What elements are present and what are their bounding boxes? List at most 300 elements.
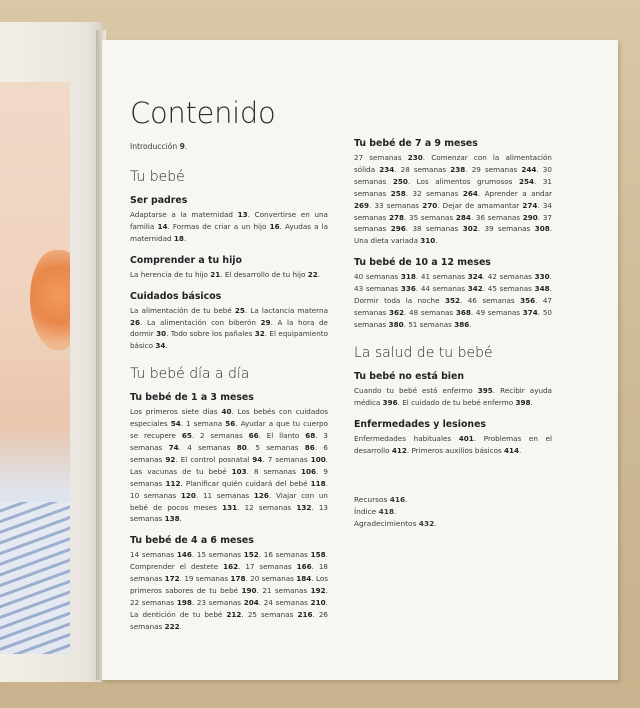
toc-entry: 15 semanas 152. [196,550,262,560]
toc-entry: 47 semanas 362. [354,296,552,317]
toc-entry-list [354,385,552,409]
toc-entry-page: 348 [534,284,550,294]
toc-entry-page: 166 [296,562,312,572]
toc-entry: Problemas en el desarrollo 412. [354,433,552,455]
toc-entry-page: 198 [176,597,192,607]
toc-entry-list [130,406,328,525]
toc-tail-entry: Índice 418. [354,507,397,517]
toc-entry: La alimentación de tu bebé 25. [130,305,248,315]
toc-entry-text: Índice [354,507,377,517]
toc-entry-list [354,152,552,247]
toc-entry-text: Formas de criar a un hijo [172,221,267,231]
toc-entry-page: 418 [378,507,395,517]
toc-entry: 13 semanas 138. [130,502,329,524]
toc-entry-text: 3 semanas [130,431,328,452]
toc-entry-text: 24 semanas [263,597,308,607]
toc-entry: La herencia de tu hijo 21. [130,269,223,279]
toc-entry-page: 9 [179,142,185,151]
toc-entry: 2 semanas 66. [200,431,261,441]
toc-entry-page: 26 [130,317,141,327]
toc-entry-page: 80 [236,442,247,452]
toc-entry: 1 semana 56. [186,419,238,429]
toc-entry: 37 semanas 296. [354,212,552,234]
toc-entry: 34 semanas 278. [354,200,552,222]
striped-clothing-image [0,502,70,654]
toc-subsection-title: Comprender a tu hijo [130,254,242,266]
toc-entry-page: 310 [420,236,436,246]
toc-entry-page: 22 [307,269,318,279]
toc-entry-text: 25 semanas [247,609,294,619]
toc-entry-page: 56 [225,419,236,429]
toc-entry-page: 29 [260,317,271,327]
toc-entry: 32 semanas 264. [412,188,481,198]
toc-entry-text: La lactancia materna [250,305,328,315]
toc-entry: Planificar quién cuidará del bebé 118. [185,478,328,488]
toc-entry-text: 19 semanas [184,574,229,584]
toc-entry-page: 254 [518,176,534,186]
toc-entry: 9 semanas 112. [130,466,328,488]
toc-section [130,169,328,366]
toc-entry: 40 semanas 318. [354,272,419,282]
toc-entry-page: 204 [243,597,259,607]
toc-entry-text: 11 semanas [202,490,250,500]
toc-entry-page: 270 [422,200,438,210]
toc-entry-text: 47 semanas [354,296,552,317]
toc-entry-page: 296 [390,224,406,234]
toc-entry-text: 40 semanas [354,272,399,282]
toc-entry-page: 395 [477,385,493,395]
toc-entry-text: 34 semanas [354,200,552,222]
toc-entry-text: Recibir ayuda médica [354,385,552,407]
toc-entry: 21 semanas 192. [262,586,328,596]
toc-entry: 23 semanas 204. [196,597,262,607]
toc-entry-page: 65 [181,431,192,441]
toc-entry-page: 66 [248,431,259,441]
toc-entry: 51 semanas 386. [408,319,472,329]
toc-section-title: Tu bebé día a día [130,366,250,383]
toc-entry-text: Dejar de amamantar [442,200,520,210]
toc-entry-page: 40 [221,407,232,417]
toc-entry: 39 semanas 308. [484,224,553,234]
toc-entry-page: 274 [522,200,538,210]
toc-entry-page: 336 [400,284,416,294]
toc-entry: 14 semanas 146. [130,550,195,560]
toc-entry-text: 28 semanas [400,164,447,174]
toc-entry: Los alimentos grumosos 254. [416,176,537,186]
toc-entry: 44 semanas 342. [420,284,486,294]
toc-entry-list [354,271,552,331]
toc-entry: 25 semanas 216. [247,609,315,619]
toc-entry: 16 semanas 158. [263,550,328,560]
left-page [0,22,102,682]
toc-entry-page: 126 [253,490,269,500]
toc-subsection-title: Tu bebé no está bien [354,370,465,382]
toc-entry-text: Los alimentos grumosos [416,176,513,186]
toc-entry-text: 51 semanas [408,319,452,329]
toc-entry-text: 4 semanas [187,442,231,452]
toc-entry-text: Ayudas a la maternidad [130,221,328,243]
toc-entry-text: 32 semanas [412,188,459,198]
toc-entry-page: 318 [400,272,416,282]
toc-left-column [130,142,328,643]
toc-entry-text: 42 semanas [487,272,532,282]
toc-entry-text: 23 semanas [196,597,242,607]
page-title: Contenido [130,96,276,130]
toc-entry: Los primeros siete días 40. [130,407,234,417]
toc-entry-page: 103 [231,466,247,476]
toc-entry-list [130,305,328,353]
toc-entry: Comenzar con la alimentación sólida 234. [354,153,552,174]
toc-entry: 22 semanas 198. [130,597,195,607]
toc-entry-text: Introducción [130,142,178,151]
toc-entry-page: 324 [467,272,483,282]
toc-entry-text: 49 semanas [475,307,521,317]
toc-entry: Aprender a andar 269. [354,188,552,210]
toc-entry-page: 250 [392,176,408,186]
toc-entry: 42 semanas 330. [487,272,552,282]
toc-entry-text: El llanto [266,431,300,441]
toc-entry-page: 16 [269,221,280,231]
toc-entry-text: Aprender a andar [484,188,552,198]
toc-entry: A la hora de dormir 30. [130,317,328,339]
toc-entry-text: 37 semanas [354,212,552,234]
toc-entry: 48 semanas 368. [409,307,474,317]
toc-entry: Dejar de amamantar 274. [442,200,540,210]
toc-entry-text: Planificar quién cuidará del bebé [185,478,308,488]
toc-entry-text: 39 semanas [484,224,531,234]
toc-entry-text: 16 semanas [263,550,308,560]
toc-entry: 26 semanas 222. [130,609,328,631]
toc-entry: 35 semanas 284. [409,212,474,222]
toc-entry-page: 25 [234,305,245,315]
toc-entry: 17 semanas 166. [245,562,314,572]
toc-entry-text: 5 semanas [255,442,299,452]
toc-entry-page: 152 [243,550,259,560]
toc-entry-text: El cuidado de tu bebé enfermo [402,397,514,407]
toc-entry-page: 118 [310,478,326,488]
toc-tail-list [354,494,552,530]
toc-entry-page: 398 [515,397,531,407]
toc-entry-page: 216 [297,609,313,619]
toc-entry-page: 172 [164,574,180,584]
toc-entry-text: 27 semanas [354,153,402,162]
toc-entry-page: 94 [252,454,263,464]
toc-entry: 6 semanas 92. [130,442,328,464]
toc-entry: 20 semanas 184. [250,574,314,584]
toc-entry-text: Adaptarse a la maternidad [130,210,233,219]
toc-entry-page: 21 [210,269,221,279]
toc-left-sections [130,169,328,633]
toc-entry-text: 18 semanas [130,562,328,584]
toc-entry-text: 31 semanas [354,176,552,198]
toc-entry-text: 38 semanas [412,224,459,234]
toc-entry-page: 230 [407,153,423,162]
toc-entry-page: 330 [534,272,550,282]
toc-entry-text: El equipamiento básico [130,329,328,351]
toc-entry-page: 302 [462,224,478,234]
toc-entry-list [130,269,328,281]
toc-entry-page: 342 [467,284,483,294]
toc-entry: 4 semanas 80. [187,442,249,452]
toc-entry-page: 112 [165,478,181,488]
toc-entry-page: 234 [379,164,395,174]
toc-entry-text: 43 semanas [354,284,399,294]
toc-entry-page: 412 [391,445,407,455]
toc-entry-text: 21 semanas [262,586,308,596]
toc-entry-page: 190 [241,586,257,596]
toc-entry-text: 13 semanas [130,502,329,524]
toc-entry: Comprender el destete 162. [130,562,241,572]
toc-entry-text: 30 semanas [354,164,552,186]
toc-entry-page: 244 [521,164,537,174]
toc-entry-page: 386 [454,319,470,329]
toc-entry-text: 8 semanas [254,466,296,476]
toc-entry-text: 6 semanas [130,442,328,464]
toc-entry-page: 212 [226,609,242,619]
toc-entry-text: La herencia de tu hijo [130,269,208,279]
toc-entry: El equipamiento básico 34. [130,329,328,351]
toc-entry-list [130,549,328,632]
toc-entry: El llanto 68. [266,431,318,441]
toc-entry: 43 semanas 336. [354,284,419,294]
toc-subsection-title: Enfermedades y lesiones [354,418,487,430]
toc-subsection-title: Cuidados básicos [130,290,222,302]
toc-entry: 30 semanas 250. [354,164,552,186]
toc-entry: 7 semanas 100. [267,454,328,464]
toc-section [354,345,552,457]
toc-entry-page: 432 [418,519,435,529]
toc-entry: El control posnatal 94. [180,454,265,464]
toc-entry-text: Comenzar con la alimentación sólida [354,153,552,174]
toc-entry: 31 semanas 258. [354,176,552,198]
toc-entry-text: 2 semanas [200,431,243,441]
toc-entry: 11 semanas 126. [202,490,272,500]
toc-entry-page: 284 [455,212,471,222]
toc-entry: El desarrollo de tu hijo 22. [224,269,321,279]
toc-right-sections [354,138,552,456]
toc-entry-page: 414 [504,445,520,455]
toc-entry-text: 44 semanas [420,284,466,294]
toc-entry-text: Todo sobre los pañales [170,329,253,339]
toc-entry: Los bebés con cuidados especiales 54. [130,407,328,429]
toc-entry-text: 26 semanas [130,609,328,631]
toc-entry-text: Problemas en el desarrollo [354,433,552,455]
toc-entry: 28 semanas 238. [400,164,468,174]
toc-entry-page: 146 [176,550,192,560]
toc-entry: Los primeros sabores de tu bebé 190. [130,574,328,596]
toc-entry-text: 35 semanas [409,212,454,222]
toc-entry: 49 semanas 374. [475,307,541,317]
toc-entry-page: 92 [165,454,176,464]
toc-entry-page: 120 [180,490,196,500]
toc-entry: La alimentación con biberón 29. [146,317,273,327]
toc-entry: Viajar con un bebé de pocos meses 131. [130,490,328,512]
toc-entry-text: 15 semanas [196,550,242,560]
toc-entry: 5 semanas 86. [255,442,318,452]
toc-entry-page: 30 [156,329,167,339]
toc-entry-page: 32 [254,329,265,339]
toc-entry: Convertirse en una familia 14. [130,210,328,231]
toc-entry-text: Viajar con un bebé de pocos meses [130,490,328,512]
toc-entry-page: 132 [296,502,312,512]
toc-subsection-title: Tu bebé de 1 a 3 meses [130,392,254,404]
toc-subsection-title: Ser padres [130,195,188,206]
toc-entry-page: 380 [388,319,404,329]
toc-entry: 24 semanas 210. [263,597,328,607]
toc-entry-text: La dentición de tu bebé [130,609,223,619]
toc-entry-page: 401 [458,433,474,443]
toc-entry: 29 semanas 244. [471,164,539,174]
toc-entry-text: 29 semanas [471,164,518,174]
toc-entry-page: 396 [382,397,398,407]
toc-entry-text: 50 semanas [354,307,552,329]
toc-section-title: Tu bebé [130,169,185,185]
toc-entry-text: Recursos [354,495,388,505]
toc-entry-text: 10 semanas [130,490,177,500]
toc-entry-page: 178 [230,574,246,584]
toc-entry: La dentición de tu bebé 212. [130,609,244,619]
toc-entry: Una dieta variada 310. [354,236,438,246]
toc-entry-page: 278 [389,212,405,222]
toc-entry-page: 18 [173,233,184,243]
toc-entry-page: 352 [444,296,460,306]
toc-subsection-title: Tu bebé de 4 a 6 meses [130,535,254,547]
toc-section-title: La salud de tu bebé [354,344,493,361]
baby-ear-image [30,250,70,350]
toc-entry-text: 41 semanas [420,272,466,282]
toc-entry-page: 269 [354,200,370,210]
toc-entry: Cuando tu bebé está enfermo 395. [354,385,496,395]
toc-entry-text: La alimentación de tu bebé [130,305,232,315]
toc-entry: La lactancia materna 26. [130,305,328,327]
toc-entry-text: Los primeros sabores de tu bebé [130,574,328,596]
toc-entry-page: 416 [389,495,406,505]
toc-entry-page: 362 [389,307,405,317]
toc-entry-page: 138 [164,514,180,524]
toc-entry-text: 14 semanas [130,550,175,560]
toc-subsection-title: Tu bebé de 7 a 9 meses [354,138,478,149]
toc-entry: 27 semanas 230. [354,153,426,162]
toc-entry: Enfermedades habituales 401. [354,433,477,443]
toc-entry-page: 162 [223,562,239,572]
toc-entry-text: Las vacunas de tu bebé [130,466,227,476]
toc-entry: 45 semanas 348. [487,284,552,294]
toc-entry-page: 238 [450,164,466,174]
toc-entry-text: 17 semanas [245,562,292,572]
toc-entry: 50 semanas 380. [354,307,552,329]
toc-entry-page: 264 [462,188,478,198]
toc-right-column [354,138,552,530]
toc-entry-list [130,209,328,245]
toc-entry-page: 74 [168,442,179,452]
toc-entry: 18 semanas 172. [130,562,328,584]
toc-entry-page: 106 [301,466,317,476]
toc-entry: 46 semanas 356. [467,296,538,306]
toc-entry-text: 33 semanas [374,200,420,210]
toc-entry-text: La alimentación con biberón [146,317,256,327]
toc-entry-text: 9 semanas [130,466,328,488]
toc-tail-entry: Recursos 416. [354,495,408,505]
toc-entry-text: 45 semanas [487,284,532,294]
toc-section [130,366,328,632]
baby-photo [0,82,70,654]
toc-entry-page: 356 [520,296,536,306]
toc-entry-page: 290 [522,212,538,222]
toc-entry: Todo sobre los pañales 32. [170,329,268,339]
toc-entry-text: 12 semanas [244,502,292,512]
toc-entry-page: 222 [164,621,180,631]
toc-entry-page: 14 [157,221,168,231]
toc-entry-text: 48 semanas [409,307,454,317]
toc-entry: 41 semanas 324. [420,272,486,282]
toc-entry-page: 184 [296,574,312,584]
toc-entry-page: 258 [390,188,406,198]
toc-entry-page: 131 [222,502,238,512]
toc-entry-page: 13 [237,210,248,219]
toc-entry: 36 semanas 290. [475,212,541,222]
toc-entry: Las vacunas de tu bebé 103. [130,466,249,476]
toc-entry-page: 374 [522,307,538,317]
toc-entry-page: 34 [155,341,166,351]
toc-entry-page: 308 [534,224,550,234]
toc-entry: Ayudar a que tu cuerpo se recupere 65. [130,419,328,441]
toc-entry-page: 100 [310,454,326,464]
toc-entry-text: El desarrollo de tu hijo [224,269,306,279]
toc-entry-text: Los bebés con cuidados especiales [130,407,328,429]
toc-entry-list [354,433,552,457]
toc-entry: Primeros auxilios básicos 414. [411,445,522,455]
toc-entry-page: 54 [170,419,181,429]
toc-entry: Recibir ayuda médica 396. [354,385,552,407]
toc-entry-page: 210 [310,597,326,607]
toc-entry-text: 46 semanas [467,296,515,306]
toc-entry: Dormir toda la noche 352. [354,296,463,306]
toc-entry: Formas de criar a un hijo 16. [172,221,282,231]
toc-entry: 38 semanas 302. [412,224,481,234]
toc-tail-entry: Agradecimientos 432. [354,519,437,529]
toc-entry-text: El control posnatal [180,454,250,464]
toc-entry-text: A la hora de dormir [130,317,328,339]
toc-entry: Adaptarse a la maternidad 13. [130,210,250,219]
toc-entry: 10 semanas 120. [130,490,199,500]
toc-entry: 12 semanas 132. [244,502,314,512]
toc-entry-text: 22 semanas [130,597,175,607]
toc-entry-text: Una dieta variada [354,236,418,246]
toc-entry-text: Cuando tu bebé está enfermo [354,385,473,395]
toc-entry: 8 semanas 106. [254,466,319,476]
toc-entry-text: Agradecimientos [354,519,417,529]
toc-intro: Introducción 9. [130,142,188,151]
toc-entry-page: 368 [455,307,471,317]
toc-entry: El cuidado de tu bebé enfermo 398. [402,397,533,407]
toc-entry-text: Dormir toda la noche [354,296,440,306]
toc-entry-text: Primeros auxilios básicos [411,445,502,455]
toc-entry-text: Comprender el destete [130,562,219,572]
toc-entry-text: Enfermedades habituales [354,433,452,443]
toc-entry-page: 68 [305,431,316,441]
toc-entry-text: 20 semanas [250,574,294,584]
toc-entry-text: Ayudar a que tu cuerpo se recupere [130,419,328,441]
toc-entry: 3 semanas 74. [130,431,328,452]
toc-section [354,138,552,345]
toc-entry-page: 158 [310,550,326,560]
toc-entry-page: 86 [304,442,315,452]
toc-entry: Ayudas a la maternidad 18. [130,221,328,243]
toc-entry-text: 36 semanas [475,212,521,222]
toc-entry-text: Los primeros siete días [130,407,218,417]
toc-entry: 33 semanas 270. [374,200,440,210]
toc-subsection-title: Tu bebé de 10 a 12 meses [354,257,491,269]
